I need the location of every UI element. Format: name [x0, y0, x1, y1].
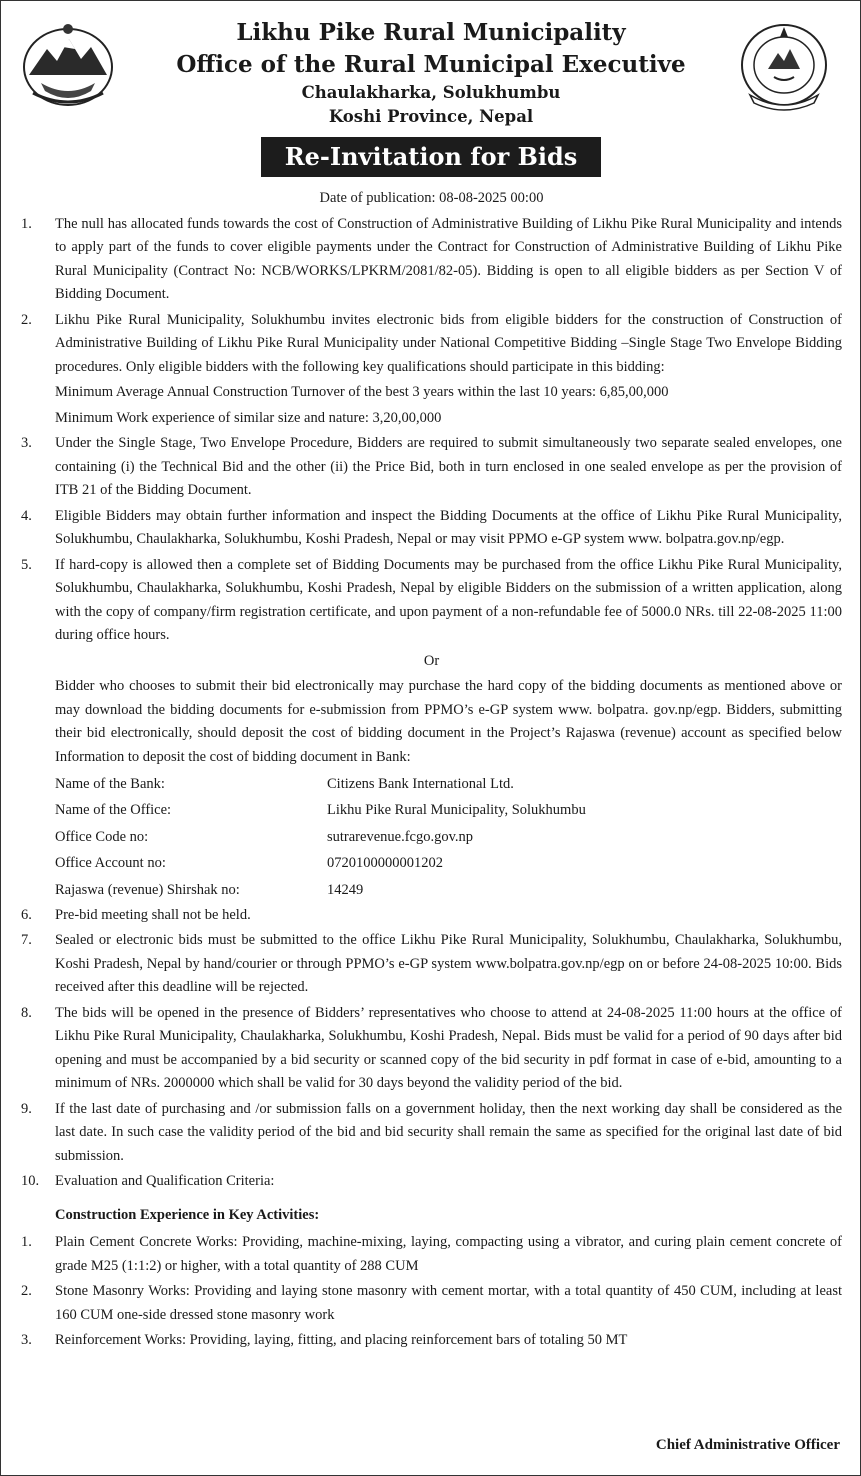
criteria-item: 3. Reinforcement Works: Providing, laying, fitting, and placing reinforcement bars of totaling 50 MT — [21, 1332, 628, 1348]
notice-body — [1, 187, 861, 1355]
list-item: 1. The null has allocated funds towards the cost of Construction of Administrative Building of Likhu Pike Rural Municipality and intends to apply part of the funds to cover eligible payments under the Contract for Construction of Administrative Building of Likhu Pike Rural Municipality (Contract No: NCB/WORKS/LPKRM/2081/82-05). Bidding is open to all eligible bidders as per Section V of Bidding Document. — [21, 215, 842, 302]
list-item: 7. Sealed or electronic bids must be submitted to the office Likhu Pike Rural Municipality, Solukhumbu, Chaulakharka, Solukhumbu, Koshi Pradesh, Nepal by hand/courier or through PPMO’s e-GP system www.bolpatra.gov.np/egp on or before 24-08-2025 10:00. Bids received after this deadline will be rejected. — [21, 932, 842, 995]
letterhead — [1, 1, 861, 141]
bank-row: Name of the Bank: Citizens Bank International Ltd. — [55, 775, 514, 792]
criteria-item: 2. Stone Masonry Works: Providing and laying stone masonry with cement mortar, with a total quantity of 450 CUM, including at least 160 CUM one-side dressed stone masonry work — [21, 1283, 842, 1323]
nepal-emblem-logo — [19, 19, 117, 111]
or-separator: Or — [423, 652, 440, 669]
list-item: 4. Eligible Bidders may obtain further information and inspect the Bidding Documents at the office of Likhu Pike Rural Municipality, Solukhumbu, Chaulakharka, Solukhumbu, Koshi Pradesh, Nepal or may visit PPMO e-GP system www. bolpatra.gov.np/egp. — [21, 507, 842, 547]
province-address: Koshi Province, Nepal — [328, 107, 534, 126]
electronic-bid-paragraph: Bidder who chooses to submit their bid electronically may purchase the hard copy of the bidding documents as mentioned above or may download the bidding documents for e-submission from PPMO’s e-GP system www. bolpatra. gov.np/egp. Bidders, submitting their bid electronically, should deposit the cost of bidding document in the Project’s Rajaswa (revenue) account as specified below Information to deposit the cost of bidding document in Bank: — [55, 678, 842, 765]
notice-title-banner: Re-Invitation for Bids — [261, 137, 601, 177]
list-item: 2. Likhu Pike Rural Municipality, Solukhumbu invites electronic bids from eligible bidders for the construction of Construction of Administrative Building of Likhu Pike Rural Municipality under National Competitive Bidding –Single Stage Two Envelope Bidding procedures. Only eligible bidders with the following key qualifications should participate in this bidding: — [21, 311, 842, 375]
criteria-heading: Construction Experience in Key Activities: — [55, 1206, 320, 1223]
qualification-turnover: Minimum Average Annual Construction Turnover of the best 3 years within the last 10 years: 6,85,00,000 — [55, 384, 669, 400]
criteria-item: 1. Plain Cement Concrete Works: Providing, machine-mixing, laying, compacting using a vibrator, and curing plain cement concrete of grade M25 (1:1:2) or higher, with a total quantity of 288 CUM — [21, 1234, 842, 1274]
office-address: Chaulakharka, Solukhumbu — [301, 83, 561, 102]
list-item: 10. Evaluation and Qualification Criteria: — [21, 1173, 275, 1189]
list-item: 5. If hard-copy is allowed then a complete set of Bidding Documents may be purchased from the office Likhu Pike Rural Municipality, Solukhumbu, Chaulakharka, Solukhumbu, Koshi Pradesh, Nepal by eligible Bidders on the submission of a written application, along with the copy of company/firm registration certificate, and upon payment of a non-refundable fee of 5000.0 NRs. till 22-08-2025 11:00 during office hours. — [21, 556, 842, 643]
qualification-experience: Minimum Work experience of similar size and nature: 3,20,00,000 — [55, 409, 442, 426]
municipality-name: Likhu Pike Rural Municipality — [236, 19, 626, 46]
list-item: 3. Under the Single Stage, Two Envelope Procedure, Bidders are required to submit simultaneously two separate sealed envelopes, one containing (i) the Technical Bid and the other (ii) the Price Bid, both in turn enclosed in one sealed envelope as per the provision of ITB 21 of the Bidding Document. — [21, 435, 842, 498]
list-item: 8. The bids will be opened in the presence of Bidders’ representatives who choose to attend at 24-08-2025 11:00 hours at the office of Likhu Pike Rural Municipality, Chaulakharka, Solukhumbu, Koshi Pradesh, Nepal. Bids must be valid for a period of 90 days after bid opening and must be accompanied by a bid security or scanned copy of the bid security in pdf format in case of e-bid, amounting to a minimum of NRs. 2000000 which shall be valid for 30 days beyond the validity period of the bid. — [21, 1004, 842, 1091]
bank-row: Office Code no: sutrarevenue.fcgo.gov.np — [55, 828, 474, 845]
publication-date: Date of publication: 08-08-2025 00:00 — [319, 190, 544, 206]
list-item: 9. If the last date of purchasing and /or submission falls on a government holiday, then the next working day shall be considered as the last date. In such case the validity period of the bid and bid security shall remain the same as specified for the original last date of bid submission. — [21, 1100, 842, 1164]
bank-details — [1, 771, 861, 904]
list-item: 6. Pre-bid meeting shall not be held. — [21, 906, 251, 923]
municipality-seal-logo — [734, 19, 834, 115]
bank-row: Office Account no: 0720100000001202 — [55, 855, 443, 871]
office-name: Office of the Rural Municipal Executive — [176, 51, 686, 78]
bank-row: Name of the Office: Likhu Pike Rural Municipality, Solukhumbu — [55, 802, 586, 818]
bank-row: Rajaswa (revenue) Shirshak no: 14249 — [55, 881, 364, 898]
signature-title: Chief Administrative Officer — [655, 1437, 840, 1453]
